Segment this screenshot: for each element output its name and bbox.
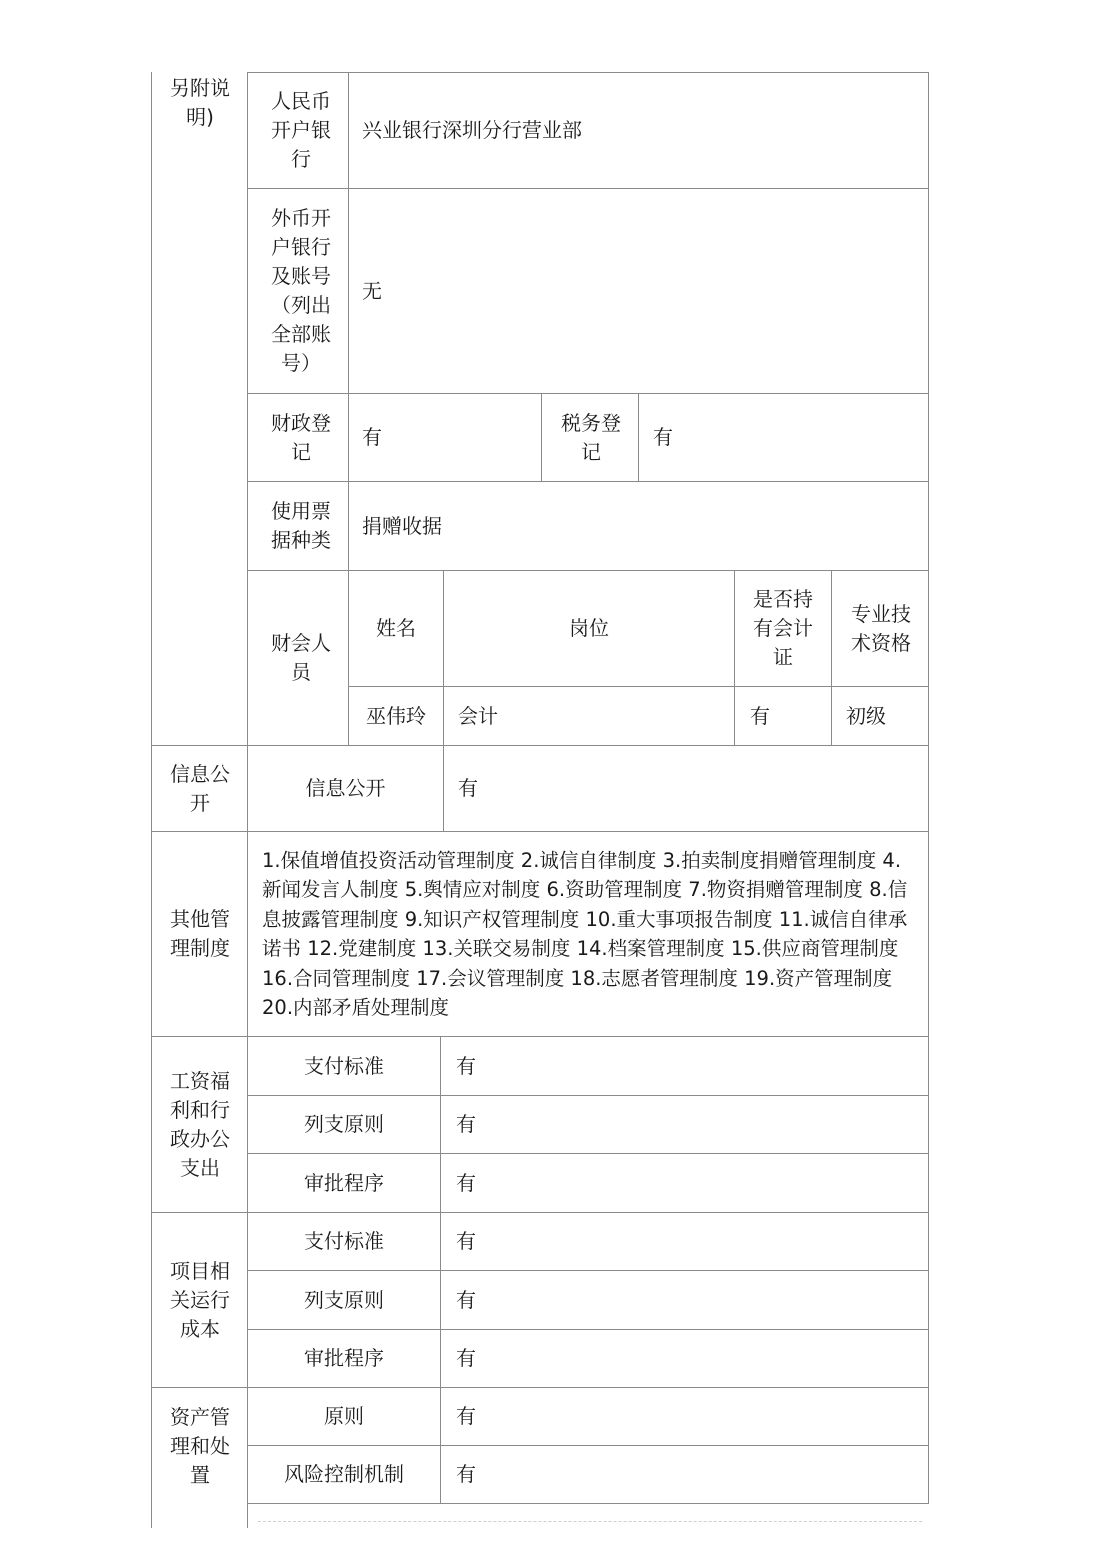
project-row-1-value: 有 (456, 1287, 476, 1312)
rmb-bank-label: 人民币开户银行 (271, 89, 331, 171)
wages-row-1-value: 有 (456, 1112, 476, 1136)
staff-header-certificate: 是否持有会计证 (753, 587, 813, 669)
wages-row-0-value: 有 (456, 1053, 476, 1078)
project-row-1-label: 列支原则 (304, 1287, 384, 1312)
section-label-top: 另附说明) (170, 76, 230, 129)
staff-name-cell: 巫伟玲 (366, 703, 426, 728)
accounting-staff-label: 财会人员 (271, 631, 331, 684)
section-label-wages: 工资福利和行政办公支出 (170, 1068, 230, 1180)
section-label-other-systems: 其他管理制度 (170, 907, 230, 960)
wages-row-1-label: 列支原则 (304, 1112, 384, 1136)
staff-certificate-cell: 有 (750, 703, 770, 728)
fx-bank-value: 无 (362, 278, 382, 303)
tax-registration-value: 有 (653, 425, 673, 449)
project-row-0-value: 有 (456, 1229, 476, 1253)
asset-row-1-value: 有 (456, 1462, 476, 1486)
fiscal-registration-label: 财政登记 (271, 410, 331, 464)
wages-row-2-value: 有 (456, 1170, 476, 1195)
project-row-0-label: 支付标准 (304, 1229, 384, 1253)
staff-header-qualification: 专业技术资格 (851, 601, 911, 655)
wages-row-2-label: 审批程序 (304, 1170, 384, 1195)
info-disclosure-label: 信息公开 (305, 776, 386, 800)
fiscal-registration-value: 有 (362, 425, 382, 449)
asset-row-1-label: 风险控制机制 (284, 1462, 404, 1486)
project-row-2-value: 有 (456, 1346, 476, 1370)
staff-position-cell: 会计 (458, 703, 498, 728)
section-label-assets: 资产管理和处置 (170, 1404, 230, 1487)
receipt-type-label: 使用票据种类 (271, 499, 331, 552)
asset-row-0-label: 原则 (324, 1404, 364, 1428)
fx-bank-label: 外币开户银行及账号（列出全部账号） (271, 206, 331, 375)
section-label-info-disclosure: 信息公开 (170, 761, 230, 815)
section-label-project-costs: 项目相关运行成本 (170, 1258, 230, 1341)
info-disclosure-value: 有 (458, 776, 478, 800)
asset-row-0-value: 有 (456, 1404, 476, 1428)
receipt-type-value: 捐赠收据 (362, 513, 442, 538)
staff-qualification-cell: 初级 (846, 703, 886, 728)
other-systems-list: 1.保值增值投资活动管理制度 2.诚信自律制度 3.拍卖制度捐赠管理制度 4.新闻发言人制度 5.舆情应对制度 6.资助管理制度 7.物资捐赠管理制度 8.信息披露管理制度 9.知识产权管理制度 10.重大事项报告制度 11.诚信自律承诺书 12.党建制度 13.关联交易制度 14.档案管理制度 15.供应商管理制度 16.合同管理制度 17.会议管理制度 18.志愿者管理制度 19.资产管理制度 20.内部矛盾处理制度 (262, 848, 908, 1019)
staff-header-position: 岗位 (569, 616, 609, 640)
wages-row-0-label: 支付标准 (304, 1053, 384, 1078)
rmb-bank-value: 兴业银行深圳分行营业部 (362, 118, 582, 142)
scan-artifact-line (258, 1521, 922, 1524)
tax-registration-label: 税务登记 (561, 410, 621, 464)
staff-header-name: 姓名 (376, 616, 416, 640)
project-row-2-label: 审批程序 (304, 1346, 384, 1370)
